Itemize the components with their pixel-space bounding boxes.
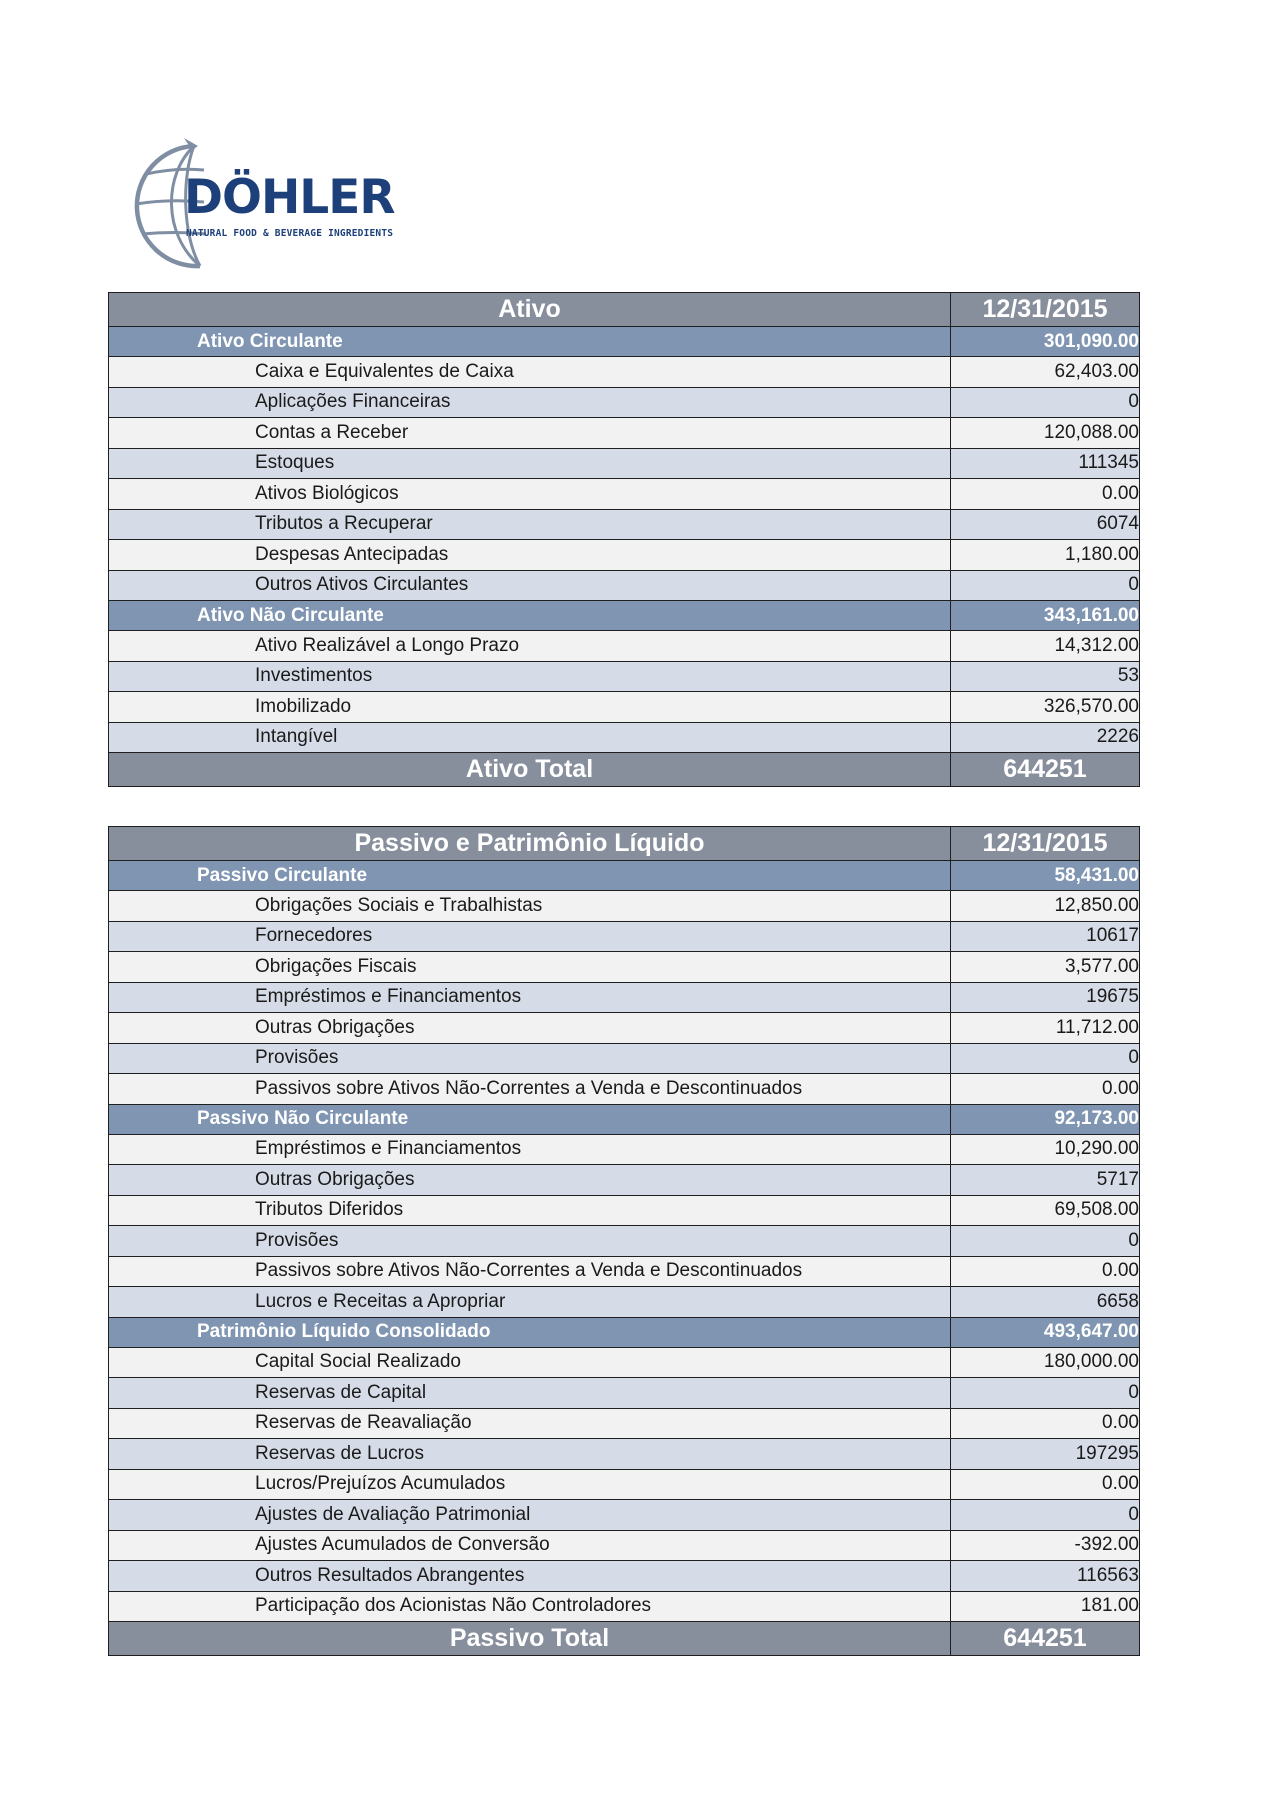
row-value: 0 <box>951 1378 1140 1409</box>
row-value: 0 <box>951 1500 1140 1531</box>
row-value: 0 <box>951 387 1140 418</box>
row-label: Tributos Diferidos <box>109 1195 951 1226</box>
row-label: Intangível <box>109 722 951 753</box>
ativo-header-row <box>109 293 1140 327</box>
passivo-body <box>109 827 1140 1656</box>
table-row <box>109 357 1140 388</box>
row-label: Empréstimos e Financiamentos <box>109 1134 951 1165</box>
section-date: 12/31/2015 <box>951 293 1140 327</box>
row-value: 6074 <box>951 509 1140 540</box>
section-title: Passivo e Patrimônio Líquido <box>109 827 951 861</box>
group-row <box>109 1317 1140 1347</box>
row-label: Ativos Biológicos <box>109 479 951 510</box>
row-value: 116563 <box>951 1561 1140 1592</box>
passivo-table <box>108 826 1140 1656</box>
row-value: 0.00 <box>951 1469 1140 1500</box>
row-value: 14,312.00 <box>951 631 1140 662</box>
table-row <box>109 509 1140 540</box>
table-row <box>109 982 1140 1013</box>
table-row <box>109 722 1140 753</box>
table-row <box>109 661 1140 692</box>
group-label: Ativo Circulante <box>109 327 951 357</box>
table-row <box>109 921 1140 952</box>
passivo-header-row <box>109 827 1140 861</box>
group-value: 92,173.00 <box>951 1104 1140 1134</box>
row-label: Lucros e Receitas a Apropriar <box>109 1287 951 1318</box>
table-row <box>109 1591 1140 1622</box>
row-value: 19675 <box>951 982 1140 1013</box>
table-row <box>109 1469 1140 1500</box>
row-label: Caixa e Equivalentes de Caixa <box>109 357 951 388</box>
table-row <box>109 1074 1140 1105</box>
row-value: 62,403.00 <box>951 357 1140 388</box>
group-value: 493,647.00 <box>951 1317 1140 1347</box>
table-row <box>109 448 1140 479</box>
row-value: 0.00 <box>951 479 1140 510</box>
table-row <box>109 1256 1140 1287</box>
row-value: 0.00 <box>951 1256 1140 1287</box>
table-row <box>109 1439 1140 1470</box>
row-label: Contas a Receber <box>109 418 951 449</box>
row-label: Passivos sobre Ativos Não-Correntes a Venda e Descontinuados <box>109 1074 951 1105</box>
table-row <box>109 387 1140 418</box>
row-label: Reservas de Reavaliação <box>109 1408 951 1439</box>
table-row <box>109 1408 1140 1439</box>
row-label: Ajustes de Avaliação Patrimonial <box>109 1500 951 1531</box>
row-label: Reservas de Capital <box>109 1378 951 1409</box>
row-value: 197295 <box>951 1439 1140 1470</box>
table-row <box>109 1013 1140 1044</box>
row-label: Imobilizado <box>109 692 951 723</box>
row-value: 6658 <box>951 1287 1140 1318</box>
row-label: Outras Obrigações <box>109 1013 951 1044</box>
table-row <box>109 418 1140 449</box>
row-label: Participação dos Acionistas Não Controladores <box>109 1591 951 1622</box>
row-value: 326,570.00 <box>951 692 1140 723</box>
table-row <box>109 1134 1140 1165</box>
row-value: 0 <box>951 570 1140 601</box>
row-label: Aplicações Financeiras <box>109 387 951 418</box>
row-label: Ajustes Acumulados de Conversão <box>109 1530 951 1561</box>
table-row <box>109 1195 1140 1226</box>
group-label: Ativo Não Circulante <box>109 601 951 631</box>
logo-tagline: NATURAL FOOD & BEVERAGE INGREDIENTS <box>186 228 394 239</box>
row-label: Ativo Realizável a Longo Prazo <box>109 631 951 662</box>
row-label: Provisões <box>109 1043 951 1074</box>
group-row <box>109 1104 1140 1134</box>
group-value: 58,431.00 <box>951 861 1140 891</box>
total-value: 644251 <box>951 753 1140 787</box>
group-value: 301,090.00 <box>951 327 1140 357</box>
table-row <box>109 570 1140 601</box>
row-value: 10617 <box>951 921 1140 952</box>
row-value: 3,577.00 <box>951 952 1140 983</box>
group-label: Patrimônio Líquido Consolidado <box>109 1317 951 1347</box>
total-value: 644251 <box>951 1622 1140 1656</box>
row-label: Reservas de Lucros <box>109 1439 951 1470</box>
row-value: 180,000.00 <box>951 1347 1140 1378</box>
row-label: Fornecedores <box>109 921 951 952</box>
row-value: 0.00 <box>951 1074 1140 1105</box>
row-label: Obrigações Fiscais <box>109 952 951 983</box>
passivo-total-row <box>109 1622 1140 1656</box>
row-label: Passivos sobre Ativos Não-Correntes a Venda e Descontinuados <box>109 1256 951 1287</box>
table-row <box>109 952 1140 983</box>
group-label: Passivo Não Circulante <box>109 1104 951 1134</box>
row-value: 0 <box>951 1226 1140 1257</box>
logo-wordmark: DÖHLER <box>184 170 395 225</box>
table-row <box>109 1561 1140 1592</box>
group-value: 343,161.00 <box>951 601 1140 631</box>
row-value: 10,290.00 <box>951 1134 1140 1165</box>
row-label: Lucros/Prejuízos Acumulados <box>109 1469 951 1500</box>
row-label: Outros Ativos Circulantes <box>109 570 951 601</box>
row-value: 5717 <box>951 1165 1140 1196</box>
ativo-total-row <box>109 753 1140 787</box>
table-row <box>109 1530 1140 1561</box>
row-value: 111345 <box>951 448 1140 479</box>
table-row <box>109 540 1140 571</box>
company-logo <box>124 134 395 270</box>
section-title: Ativo <box>109 293 951 327</box>
row-value: 181.00 <box>951 1591 1140 1622</box>
row-label: Estoques <box>109 448 951 479</box>
row-value: -392.00 <box>951 1530 1140 1561</box>
table-row <box>109 1500 1140 1531</box>
row-value: 0.00 <box>951 1408 1140 1439</box>
table-row <box>109 479 1140 510</box>
group-row <box>109 861 1140 891</box>
row-label: Capital Social Realizado <box>109 1347 951 1378</box>
table-row <box>109 1165 1140 1196</box>
row-label: Empréstimos e Financiamentos <box>109 982 951 1013</box>
table-row <box>109 1226 1140 1257</box>
table-row <box>109 1378 1140 1409</box>
row-label: Obrigações Sociais e Trabalhistas <box>109 891 951 922</box>
row-label: Tributos a Recuperar <box>109 509 951 540</box>
row-value: 0 <box>951 1043 1140 1074</box>
ativo-body <box>109 293 1140 787</box>
row-value: 120,088.00 <box>951 418 1140 449</box>
row-label: Despesas Antecipadas <box>109 540 951 571</box>
row-label: Provisões <box>109 1226 951 1257</box>
row-value: 12,850.00 <box>951 891 1140 922</box>
row-value: 1,180.00 <box>951 540 1140 571</box>
total-label: Ativo Total <box>109 753 951 787</box>
row-label: Outros Resultados Abrangentes <box>109 1561 951 1592</box>
section-date: 12/31/2015 <box>951 827 1140 861</box>
table-row <box>109 891 1140 922</box>
ativo-table <box>108 292 1140 787</box>
table-row <box>109 1287 1140 1318</box>
row-value: 2226 <box>951 722 1140 753</box>
row-label: Outras Obrigações <box>109 1165 951 1196</box>
row-value: 69,508.00 <box>951 1195 1140 1226</box>
group-row <box>109 601 1140 631</box>
table-row <box>109 692 1140 723</box>
table-row <box>109 631 1140 662</box>
row-value: 11,712.00 <box>951 1013 1140 1044</box>
total-label: Passivo Total <box>109 1622 951 1656</box>
row-value: 53 <box>951 661 1140 692</box>
row-label: Investimentos <box>109 661 951 692</box>
group-row <box>109 327 1140 357</box>
table-row <box>109 1043 1140 1074</box>
group-label: Passivo Circulante <box>109 861 951 891</box>
table-row <box>109 1347 1140 1378</box>
